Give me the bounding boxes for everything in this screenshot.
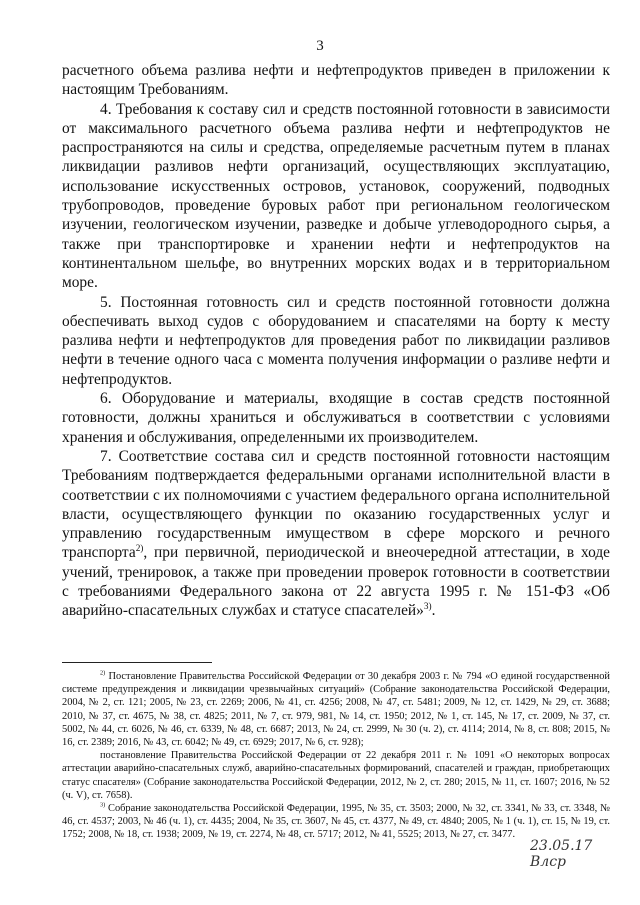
- handwritten-stamp: [530, 838, 610, 870]
- footnote-separator: [62, 662, 212, 663]
- handwritten-date: 23.05.17: [530, 838, 593, 854]
- paragraph-5: 5. Постоянная готовность сил и средств постоянной готовности должна обеспечивать выход судов с оборудованием и спасателями на борту к месту разлива нефти и нефтепродуктов для проведения работ по ликвидации разливов нефти в течение одного часа с момента получения информации о разливе нефти и нефтепродуктов.: [62, 293, 610, 388]
- footnote-marker: 2): [100, 669, 106, 677]
- footnote-text: постановление Правительства Российской Федерации от 22 декабря 2011 г. № 1091 «О некоторых вопросах аттестации аварийно-спасательных служб, аварийно-спасательных формирований, спасателей и граждан, приобретающих статус спасателя» (Собрание законодательства Российской Федерации, 2012, № 2, ст. 280; 2015, № 11, ст. 1607; 2016, № 52 (ч. V), ст. 7658).: [62, 750, 610, 801]
- paragraph-4: 4. Требования к составу сил и средств постоянной готовности в зависимости от максимального расчетного объема разлива нефти и нефтепродуктов не распространяются на силы и средства, определяемые расчетным путем в планах ликвидации разливов нефти организаций, осуществляющих эксплуатацию, использование искусственных островов, установок, сооружений, подводных трубопроводов, проведение буровых работ при региональном геологическом изучении, геологическом изучении, разведке и добыче углеводородного сырья, а также при транспортировке и хранении нефти и нефтепродуктов на континентальном шельфе, во внутренних морских водах и в территориальном море.: [62, 100, 610, 292]
- handwritten-signature: Влср: [530, 854, 567, 870]
- footnote-marker: 3): [100, 801, 106, 809]
- footnote-text: Собрание законодательства Российской Федерации, 1995, № 35, ст. 3503; 2000, № 32, ст. 3341, № 33, ст. 3348, № 46, ст. 4537; 2003, № 46 (ч. 1), ст. 4435; 2004, № 35, ст. 3607, № 45, ст. 4377, № 49, ст. 4840; 2005, № 1 (ч. 1), ст. 15, № 19, ст. 1752; 2008, № 18, ст. 1938; 2009, № 19, ст. 2274, № 48, ст. 5717; 2012, № 41, 5525; 2013, № 27, ст. 3477.: [62, 803, 610, 841]
- paragraph-6: 6. Оборудование и материалы, входящие в состав средств постоянной готовности, должны храниться и обслуживаться в соответствии с условиями хранения и обслуживания, определенными их производителем.: [62, 390, 610, 446]
- footnote-ref-3: 3): [423, 601, 432, 612]
- footnote-ref-2: 2): [135, 543, 144, 554]
- paragraph-7-text-c: .: [431, 602, 436, 620]
- paragraph-continuation: расчетного объема разлива нефти и нефтепродуктов приведен в приложении к настоящим Требованиям.: [62, 62, 610, 99]
- footnote-2-continued: [62, 749, 610, 802]
- document-body: [62, 61, 610, 621]
- page-number: 3: [316, 38, 324, 54]
- footnote-3: [62, 802, 610, 842]
- paragraph-7-text-a: 7. Соответствие состава сил и средств постоянной готовности настоящим Требованиям подтверждается федеральными органами исполнительной власти в соответствии с их полномочиями с участием федерального органа исполнительной власти, осуществляющего функции по оказанию государственных услуг и управлению государственным имуществом в сфере морского и речного транспорта: [62, 447, 610, 562]
- paragraph-7: [62, 447, 610, 621]
- paragraph-7-text-b: , при первичной, периодической и внеочередной аттестации, в ходе учений, тренировок, а также при проведении проверок готовности в соответствии с требованиями Федерального закона от 22 августа 1995 г. № 151-ФЗ «Об аварийно-спасательных службах и статусе спасателей»: [62, 544, 610, 620]
- footnote-text: Постановление Правительства Российской Федерации от 30 декабря 2003 г. № 794 «О единой государственной системе предупреждения и ликвидации чрезвычайных ситуаций» (Собрание законодательства Российской Федерации, 2004, № 2, ст. 121; 2005, № 23, ст. 2269; 2006, № 41, ст. 4256; 2008, № 47, ст. 5481; 2009, № 12, ст. 1429, № 29, ст. 3688; 2010, № 37, ст. 4675, № 38, ст. 4825; 2011, № 7, ст. 979, 981, № 14, ст. 1950; 2012, № 1, ст. 145, № 17, ст. 2009, № 37, ст. 5002, № 44, ст. 6026, № 46, ст. 6339, № 48, ст. 6687; 2013, № 24, ст. 2999, № 30 (ч. 2), ст. 4114; 2014, № 8, ст. 808; 2015, № 16, ст. 2389; 2016, № 43, ст. 6042; № 49, ст. 6929; 2017, № 6, ст. 928);: [62, 671, 610, 749]
- footnote-2: [62, 670, 610, 749]
- footnotes: [62, 670, 610, 842]
